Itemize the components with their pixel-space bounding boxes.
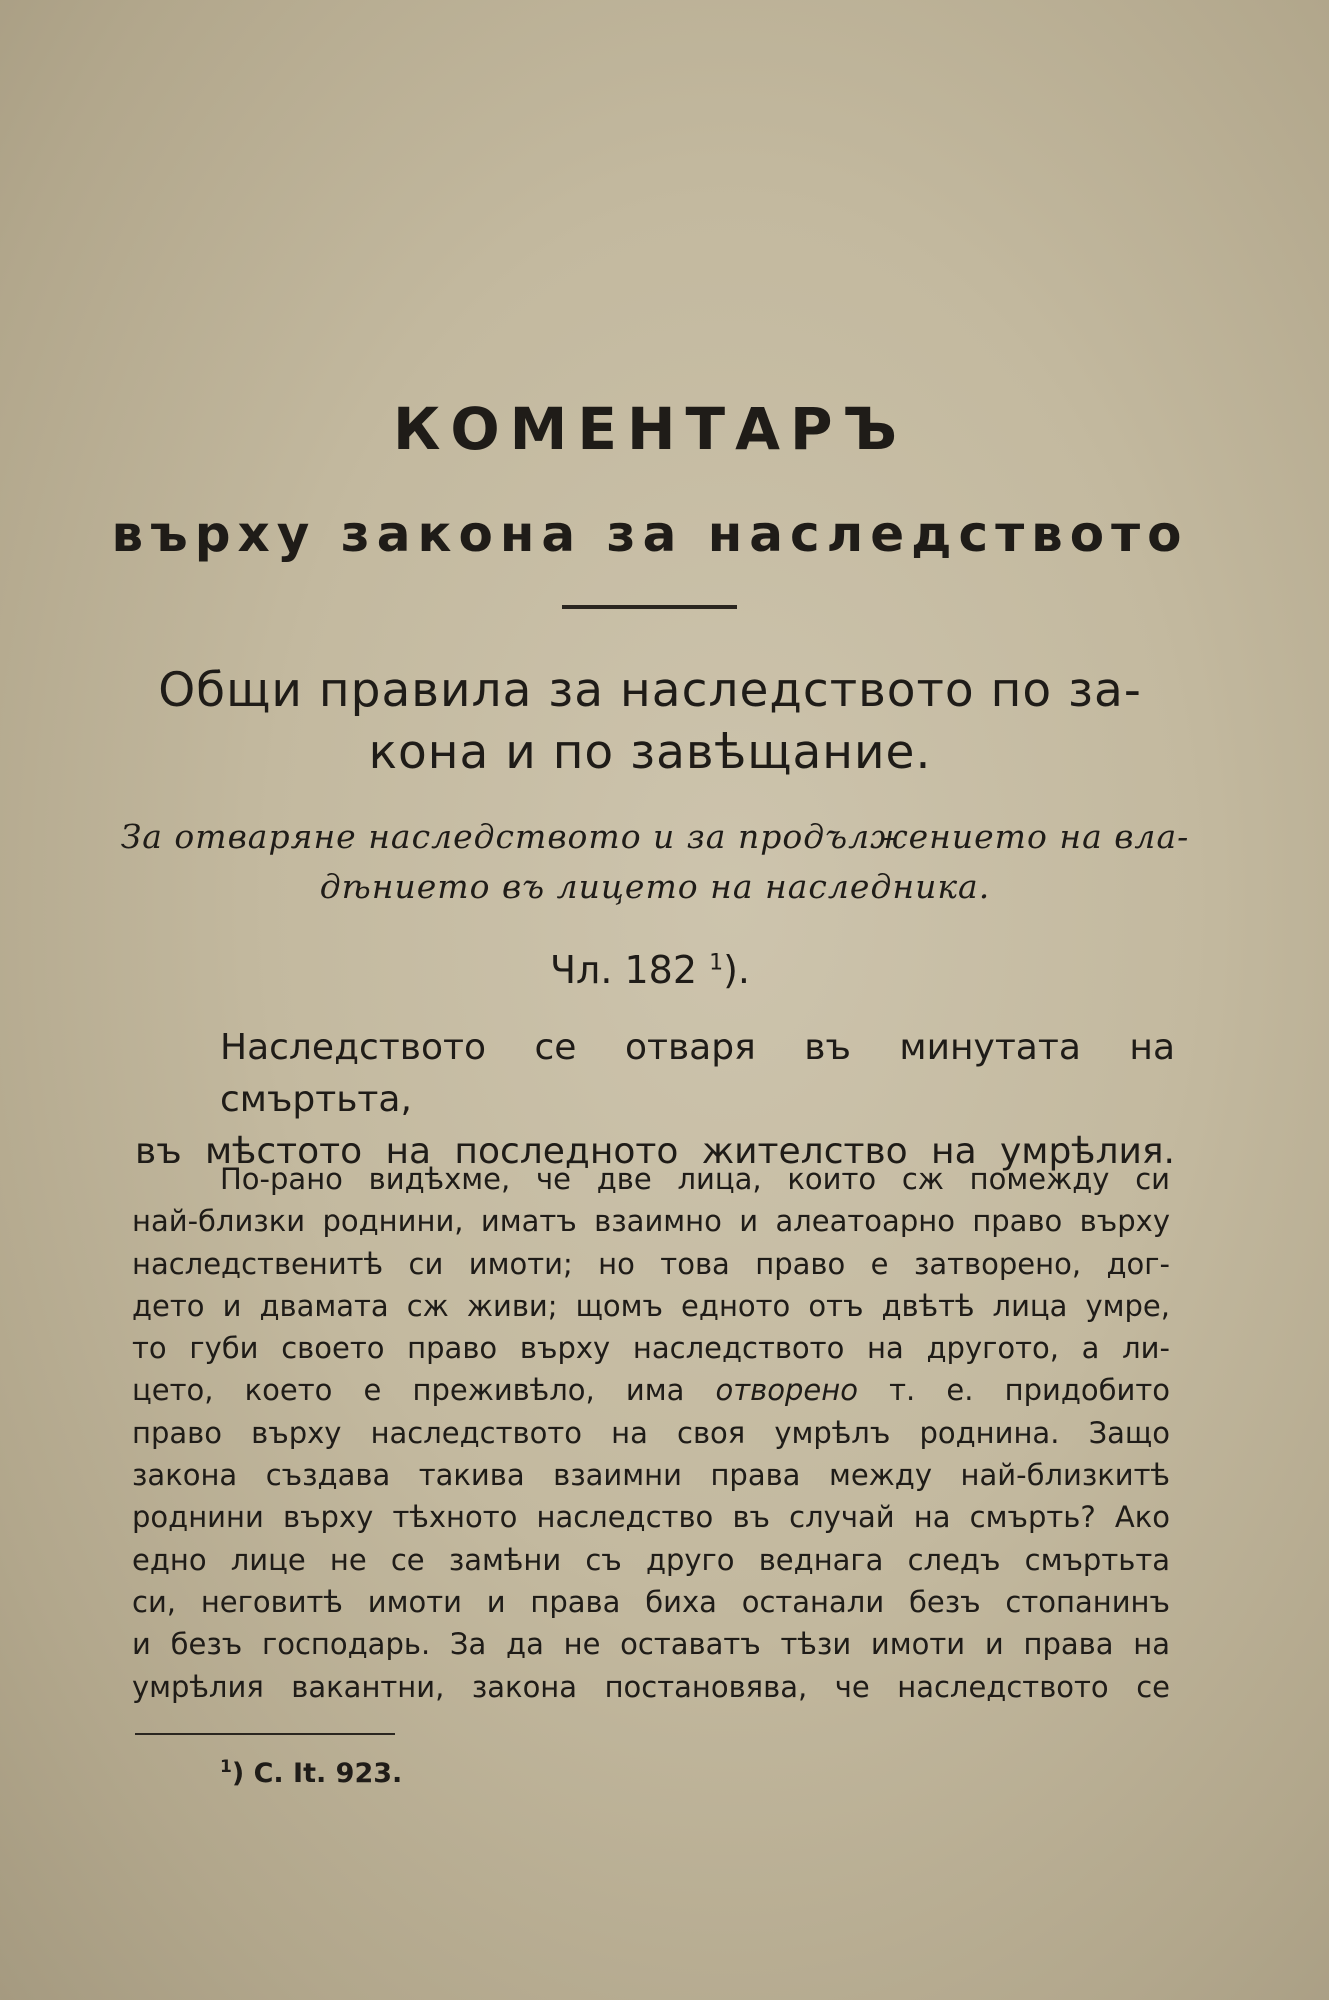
commentary-line-6 — [132, 1369, 1170, 1411]
section-heading-line-2: кона и по завѣщание. — [368, 725, 932, 780]
commentary-line-1: По-рано видѣхме, че две лица, които сж помежду си — [220, 1162, 1170, 1196]
commentary-line-12: и безъ господарь. За да не оставатъ тѣзи имоти и права на — [132, 1627, 1170, 1662]
commentary — [132, 1158, 1170, 1708]
footnote — [220, 1757, 402, 1789]
commentary-line-7: право върху наследството на своя умрѣлъ роднина. Защо — [132, 1415, 1170, 1450]
commentary-line-9: роднини върху тѣхното наследство въ случай на смърть? Ако — [132, 1500, 1170, 1535]
document-title: КОМЕНТАРЪ — [392, 395, 908, 463]
commentary-line-6-head: цето, което е преживѣло, има — [132, 1373, 716, 1408]
article-number — [0, 948, 1300, 992]
sub-heading-line-1: За отваряне наследството и за продължението на вла- — [120, 817, 1190, 856]
commentary-italic-word: отворено — [715, 1373, 858, 1408]
commentary-line-13: умрѣлия вакантни, закона постановява, че наследството се — [132, 1669, 1170, 1704]
title-divider — [562, 605, 737, 609]
footnote-mark: 1 — [220, 1757, 232, 1777]
sub-heading — [120, 812, 1190, 912]
section-heading-line-1: Общи правила за наследството по за- — [158, 663, 1142, 718]
commentary-line-6-tail: т. е. придобито — [857, 1373, 1170, 1408]
commentary-line-5: то губи своето право върху наследството на другото, а ли- — [132, 1331, 1170, 1366]
article-number-suffix: ). — [723, 948, 751, 992]
section-heading — [110, 660, 1190, 784]
commentary-line-4: дето и двамата сж живи; щомъ едното отъ двѣтѣ лица умре, — [132, 1288, 1170, 1323]
document-subtitle: върху закона за наследството — [111, 505, 1189, 563]
footnote-divider — [135, 1733, 395, 1735]
commentary-line-11: си, неговитѣ имоти и права биха останали безъ стопанинъ — [132, 1584, 1170, 1619]
article-text-line-1: Наследството се отваря въ минутата на смъртьта, — [220, 1027, 1175, 1120]
commentary-line-10: едно лице не се замѣни съ друго веднага следъ смъртьта — [132, 1542, 1170, 1577]
commentary-line-3: наследственитѣ си имоти; но това право е затворено, дог- — [132, 1246, 1170, 1281]
article-text-line-2: въ мѣстото на последното жителство на умрѣлия. — [135, 1131, 1175, 1172]
commentary-line-2: най-близки роднини, иматъ взаимно и алеатоарно право върху — [132, 1204, 1170, 1239]
article-number-text: Чл. 182 — [549, 948, 698, 992]
footnote-text: ) C. It. 923. — [231, 1758, 403, 1789]
commentary-line-8: закона създава такива взаимни права между най-близкитѣ — [132, 1458, 1170, 1493]
article-text — [135, 1022, 1175, 1178]
article-footnote-mark: 1 — [709, 950, 724, 976]
sub-heading-line-2: дѣнието въ лицето на наследника. — [319, 867, 991, 906]
